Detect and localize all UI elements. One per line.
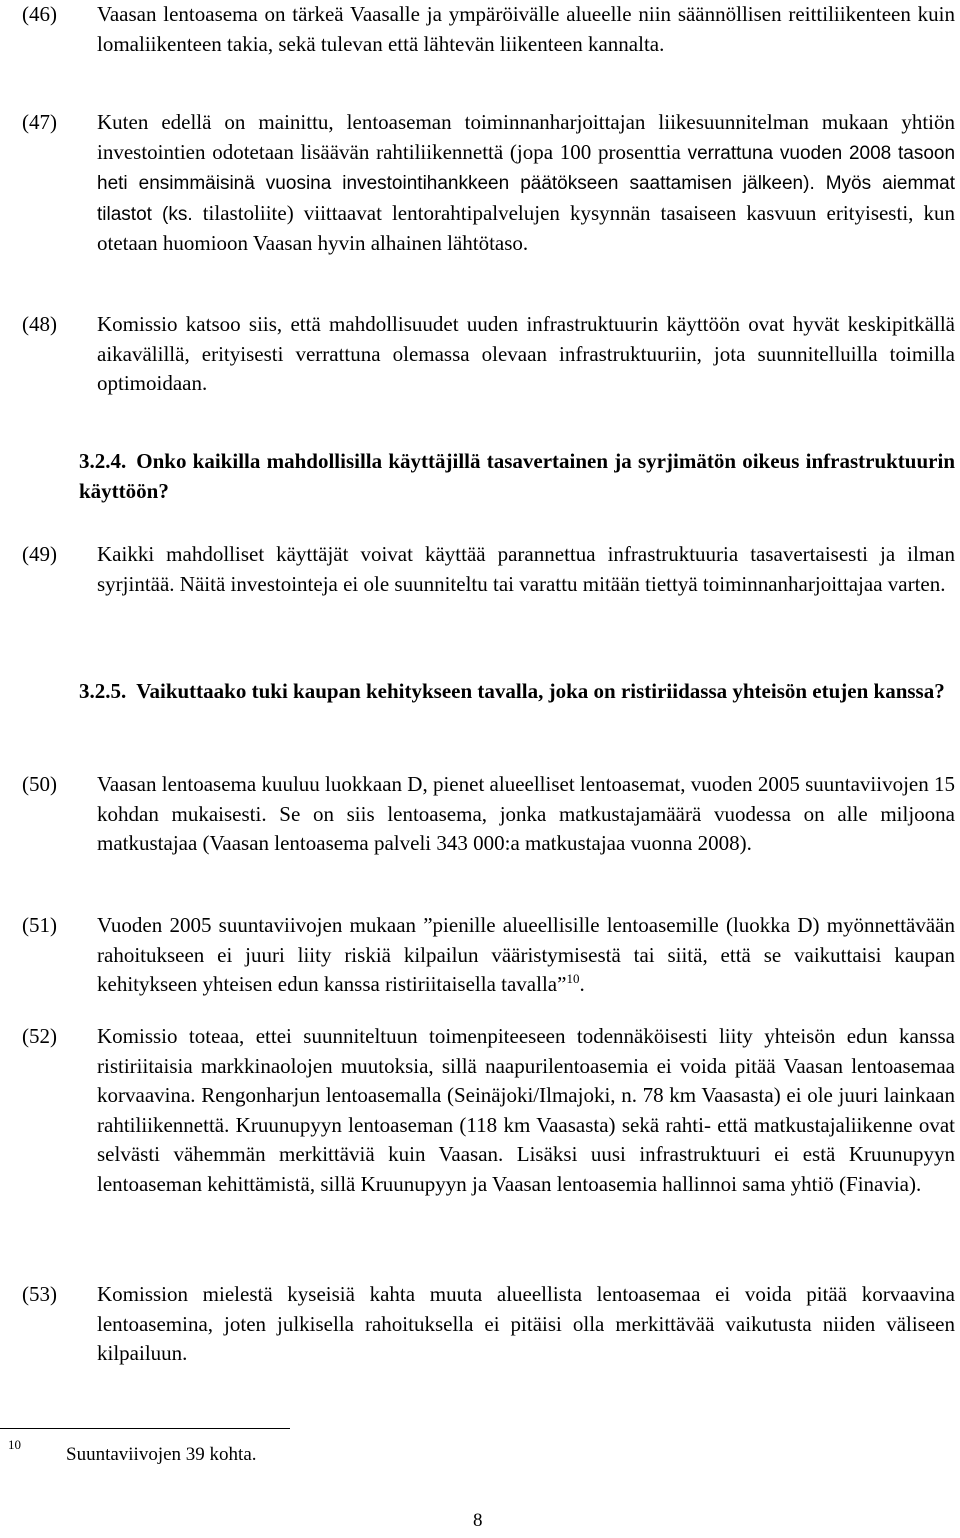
paragraph-number: (51) (22, 913, 57, 937)
paragraph-number: (46) (22, 2, 57, 26)
paragraph-number: (47) (22, 110, 57, 134)
paragraph-text: Vaasan lentoasema on tärkeä Vaasalle ja ympäröivälle alueelle niin säännöllisen reittiliikenteen kuin lomaliikenteen takia, sekä tulevan että lähtevän liikenteen kannalta. (97, 2, 955, 56)
footnote-reference: 10 (566, 971, 580, 986)
paragraph-text: Kuten edellä on mainittu, lentoaseman toiminnanharjoittajan liikesuunnitelman mukaan yhtiön investointien odotetaan lisäävän rahtiliikennettä (jopa 100 prosenttia verrattuna vuoden 2008 tasoon heti ensimmäisinä vuosina investointihankkeen päätökseen saattamisen jälkeen). Myös aiemmat tilastot (ks. tilastoliite) viittaavat lentorahtipalvelujen kysynnän tasaiseen kasvuun erityisesti, kun otetaan huomioon Vaasan hyvin alhainen lähtötaso. (97, 110, 956, 255)
paragraph-number: (50) (22, 772, 57, 796)
section-heading-3-2-5: 3.2.5. Vaikuttaako tuki kaupan kehitykseen tavalla, joka on ristiriidassa yhteisön etujen kanssa? (79, 679, 945, 703)
paragraph-text: Vaasan lentoasema kuuluu luokkaan D, pienet alueelliset lentoasemat, vuoden 2005 suuntaviivojen 15 kohdan mukaisesti. Se on siis lentoasema, jonka matkustajamäärä vuodessa on alle miljoona matkustajaa (Vaasan lentoasema palveli 343 000:a matkustajaa vuonna 2008). (97, 772, 955, 855)
paragraph-text: Komissio katsoo siis, että mahdollisuudet uuden infrastruktuurin käyttöön ovat hyvät keskipitkällä aikavälillä, erityisesti verrattuna olemassa olevaan infrastruktuuriin, jota suunnitelluilla toimilla optimoidaan. (97, 312, 955, 395)
paragraph-text: Vuoden 2005 suuntaviivojen mukaan ”pienille alueellisille lentoasemille (luokka D) myönnettävään rahoitukseen ei juuri liity riskiä kilpailun vääristymisestä tai siitä, että se vaikuttaisi kaupan kehitykseen yhteisen edun kanssa ristiriitaisella tavalla”$^{10}$. (97, 913, 955, 996)
footnote-number: 10 (8, 1437, 21, 1452)
paragraph-number: (52) (22, 1024, 57, 1048)
paragraph-text: Komissio toteaa, ettei suunniteltuun toimenpiteeseen todennäköisesti liity yhteisön edun kanssa ristiriitaisia markkinaolojen muutoksia, sillä naapurilentoasemia ei voida pitää Vaasan lentoasemaa korvaavina. Rengonharjun lentoasemalla (Seinäjoki/Ilmajoki, n. 78 km Vaasasta) ei ole juuri lainkaan rahtiliikennettä. Kruunupyyn lentoaseman (118 km Vaasasta) sekä rahti- että matkustajaliikenne ovat selvästi vähemmän merkittäviä kuin Vaasan. Lisäksi uusi infrastruktuuri ei estä Kruunupyyn lentoaseman kehittämistä, sillä Kruunupyyn ja Vaasan lentoasemia hallinnoi sama yhtiö (Finavia). (97, 1024, 955, 1196)
page-number: 8 (473, 1510, 483, 1531)
paragraph-number: (48) (22, 312, 57, 336)
footnote-separator (0, 1428, 290, 1429)
footnote-text: Suuntaviivojen 39 kohta. (66, 1444, 257, 1465)
paragraph-text: Komission mielestä kyseisiä kahta muuta alueellista lentoasemaa ei voida pitää korvaavina lentoasemina, joten julkisella rahoituksella ei pitäisi olla merkittävää vaikutusta niiden väliseen kilpailuun. (97, 1282, 955, 1365)
section-heading-3-2-4: 3.2.4. Onko kaikilla mahdollisilla käyttäjillä tasavertainen ja syrjimätön oikeus infrastruktuurin käyttöön? (79, 449, 955, 503)
paragraph-number: (49) (22, 542, 57, 566)
paragraph-number: (53) (22, 1282, 57, 1306)
paragraph-text: Kaikki mahdolliset käyttäjät voivat käyttää parannettua infrastruktuuria tasavertaisesti ja ilman syrjintää. Näitä investointeja ei ole suunniteltu tai varattu mitään tiettyä toiminnanharjoittajaa varten. (97, 542, 955, 596)
